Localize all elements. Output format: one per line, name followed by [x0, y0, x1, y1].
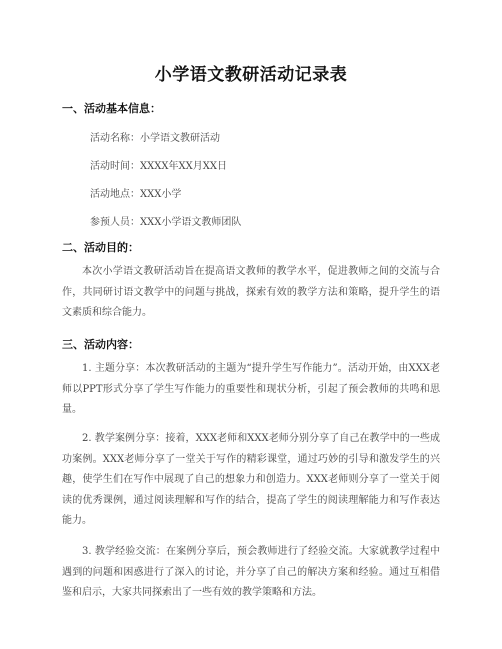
purpose-paragraph: 本次小学语文教研活动旨在提高语文教师的教学水平，促进教师之间的交流与合作，共同研讨语文教学中的问题与挑战，探索有效的教学方法和策略，提升学生的语文素质和综合能力。	[62, 266, 440, 318]
section-heading-content: 三、活动内容：	[62, 338, 139, 351]
section-heading-purpose: 二、活动目的：	[62, 241, 139, 254]
content-item-theme-sharing: 1. 主题分享：本次教研活动的主题为“提升学生写作能力”。活动开始，由XXX老师以PPT形式分享了学生写作能力的重要性和现状分析，引起了预会教师的共鸣和思量。	[62, 363, 440, 415]
participants-line: 参预人员：XXX小学语文教师团队	[90, 217, 242, 228]
content-item-case-sharing: 2. 教学案例分享：接着，XXX老师和XXX老师分别分享了自己在教学中的一些成功案例。XXX老师分享了一堂关于写作的精彩课堂，通过巧妙的引导和激发学生的兴趣，使学生们在写作中展现了自己的想象力和创造力。XXX老师则分享了一堂关于阅读的优秀课例，通过阅读理解和写作的结合，提高了学生的阅读理解能力和写作表达能力。	[62, 433, 440, 526]
activity-time-line: 活动时间：XXXX年XX月XX日	[90, 161, 227, 172]
content-item-experience-exchange: 3. 教学经验交流：在案例分享后，预会教师进行了经验交流。大家就教学过程中遇到的问题和困惑进行了深入的讨论，并分享了自己的解决方案和经验。通过互相借鉴和启示，大家共同探索出了一些有效的教学策略和方法。	[62, 546, 440, 598]
document-title: 小学语文教研活动记录表	[154, 65, 348, 85]
activity-place-line: 活动地点：XXX小学	[90, 189, 182, 200]
activity-name-line: 活动名称：小学语文教研活动	[90, 133, 220, 144]
section-heading-basic-info: 一、活动基本信息：	[62, 102, 161, 115]
